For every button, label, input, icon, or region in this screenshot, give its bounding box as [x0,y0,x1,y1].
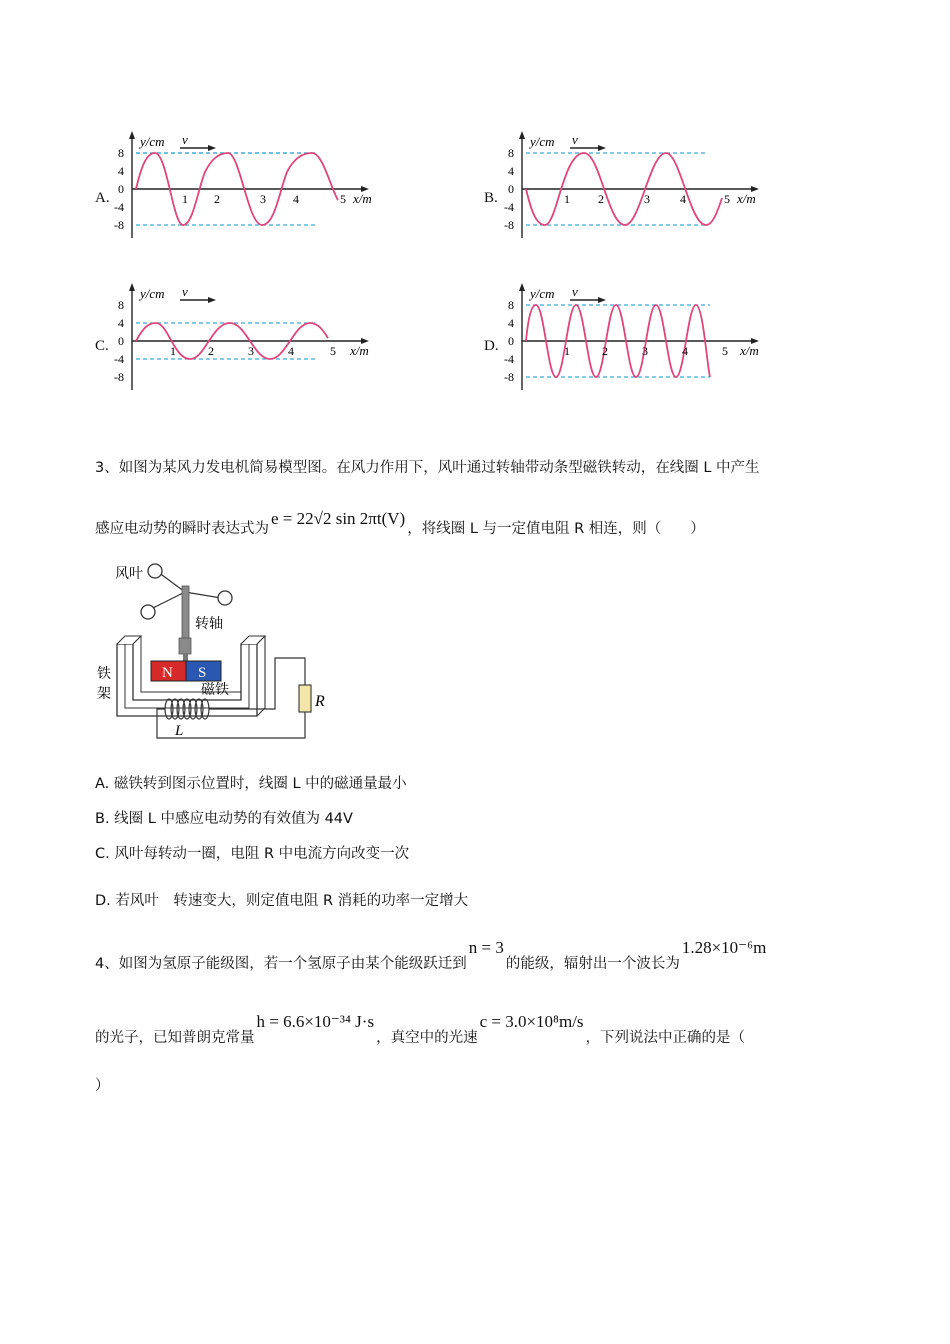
q4-line1-mid: 的能级，辐射出一个波长为 [505,956,680,972]
svg-text:4: 4 [118,316,124,330]
svg-text:3: 3 [644,192,650,206]
q4-line1 [95,938,767,972]
svg-text:v: v [572,132,578,147]
svg-text:8: 8 [118,298,124,312]
svg-text:4: 4 [508,316,514,330]
frame-label-2: 架 [97,687,111,702]
velocity-label: v [182,132,188,147]
q3-line2-post: ，将线圈 L 与一定值电阻 R 相连，则（ ） [407,521,705,537]
svg-text:-4: -4 [504,352,514,366]
svg-text:-8: -8 [504,370,514,384]
svg-text:4: 4 [508,164,514,178]
option-b-label: B. [484,190,498,206]
svg-text:3: 3 [642,344,648,358]
blade-circle-icon [141,605,155,619]
svg-text:4: 4 [293,192,299,206]
svg-text:1: 1 [170,344,176,358]
svg-text:-4: -4 [114,200,124,214]
generator-figure [95,560,345,745]
q4-light-speed: c = 3.0×10⁸m/s [479,1012,584,1031]
q3-option-c[interactable]: C. 风叶每转动一圈，电阻 R 中电流方向改变一次 [95,846,410,862]
q4-line1-pre: 4、如图为氢原子能级图，若一个氢原子由某个能级跃迁到 [95,956,467,972]
blade-circle-icon [218,591,232,605]
svg-text:5: 5 [724,192,730,206]
coil-label: L [175,723,184,739]
svg-text:4: 4 [288,344,294,358]
q3-option-d[interactable]: D. 若风叶 转速变大，则定值电阻 R 消耗的功率一定增大 [95,893,469,909]
magnet-label: 磁铁 [201,683,229,698]
svg-text:0: 0 [508,334,514,348]
svg-text:4: 4 [680,192,686,206]
svg-text:5: 5 [330,344,336,358]
svg-text:-8: -8 [114,218,124,232]
q4-line2 [95,1012,745,1046]
wave-graph-b [500,128,780,238]
q4-line2-mid: ，真空中的光速 [376,1030,478,1046]
q3-emf-formula: e = 22√2 sin 2πt(V) [271,509,406,528]
q4-line2-post: ，下列说法中正确的是（ [585,1030,746,1046]
svg-text:S: S [198,665,207,681]
q3-line2-pre: 感应电动势的瞬时表达式为 [95,521,269,537]
q3-option-b[interactable]: B. 线圈 L 中感应电动势的有效值为 44V [95,811,353,827]
option-a-label: A. [95,190,110,206]
svg-text:2: 2 [598,192,604,206]
resistor [299,685,311,712]
svg-text:3: 3 [260,192,266,206]
svg-text:2: 2 [208,344,214,358]
svg-text:5: 5 [722,344,728,358]
svg-text:2: 2 [602,344,608,358]
svg-text:8: 8 [118,146,124,160]
svg-text:8: 8 [508,146,514,160]
svg-text:x/m: x/m [350,343,369,358]
option-d-label: D. [484,338,499,354]
x-axis-label: x/m [353,191,372,206]
svg-text:4: 4 [118,164,124,178]
blade-label: 风叶 [115,567,143,582]
svg-text:v: v [572,284,578,299]
svg-text:0: 0 [118,334,124,348]
option-c-label: C. [95,338,109,354]
svg-text:1: 1 [564,192,570,206]
q4-n-formula: n = 3 [468,938,504,957]
wave-graph-c [110,280,390,390]
svg-text:v: v [182,284,188,299]
q3-line2 [95,507,705,535]
svg-text:x/m: x/m [740,343,759,358]
wave-graph-a [110,128,390,238]
frame-label-1: 铁 [97,667,111,682]
svg-text:4: 4 [682,344,688,358]
svg-text:0: 0 [508,182,514,196]
svg-text:-8: -8 [504,218,514,232]
svg-text:y/cm: y/cm [530,134,555,149]
shaft-label: 转轴 [195,617,223,632]
shaft [182,586,189,640]
svg-text:5: 5 [340,192,346,206]
wave-graph-d [500,280,780,390]
svg-text:-8: -8 [114,370,124,384]
svg-text:y/cm: y/cm [530,286,555,301]
q4-line3: ） [95,1078,110,1094]
svg-text:x/m: x/m [737,191,756,206]
svg-text:0: 0 [118,182,124,196]
svg-text:-4: -4 [504,200,514,214]
svg-text:2: 2 [214,192,220,206]
svg-text:8: 8 [508,298,514,312]
blade-circle-icon [148,564,162,578]
svg-text:1: 1 [564,344,570,358]
y-axis-label: y/cm [140,134,165,149]
q4-planck-constant: h = 6.6×10⁻³⁴ J·s [256,1012,375,1031]
q4-line2-pre: 的光子，已知普朗克常量 [95,1030,255,1046]
svg-text:y/cm: y/cm [140,286,165,301]
q3-option-a[interactable]: A. 磁铁转到图示位置时，线圈 L 中的磁通量最小 [95,776,407,792]
svg-text:N: N [162,665,173,681]
q4-wavelength: 1.28×10⁻⁶m [681,938,767,957]
svg-text:3: 3 [248,344,254,358]
svg-text:1: 1 [182,192,188,206]
q3-line1: 3、如图为某风力发电机简易模型图。在风力作用下，风叶通过转轴带动条型磁铁转动，在线圈 L 中产生 [95,460,760,476]
resistor-label: R [315,693,325,710]
svg-text:-4: -4 [114,352,124,366]
